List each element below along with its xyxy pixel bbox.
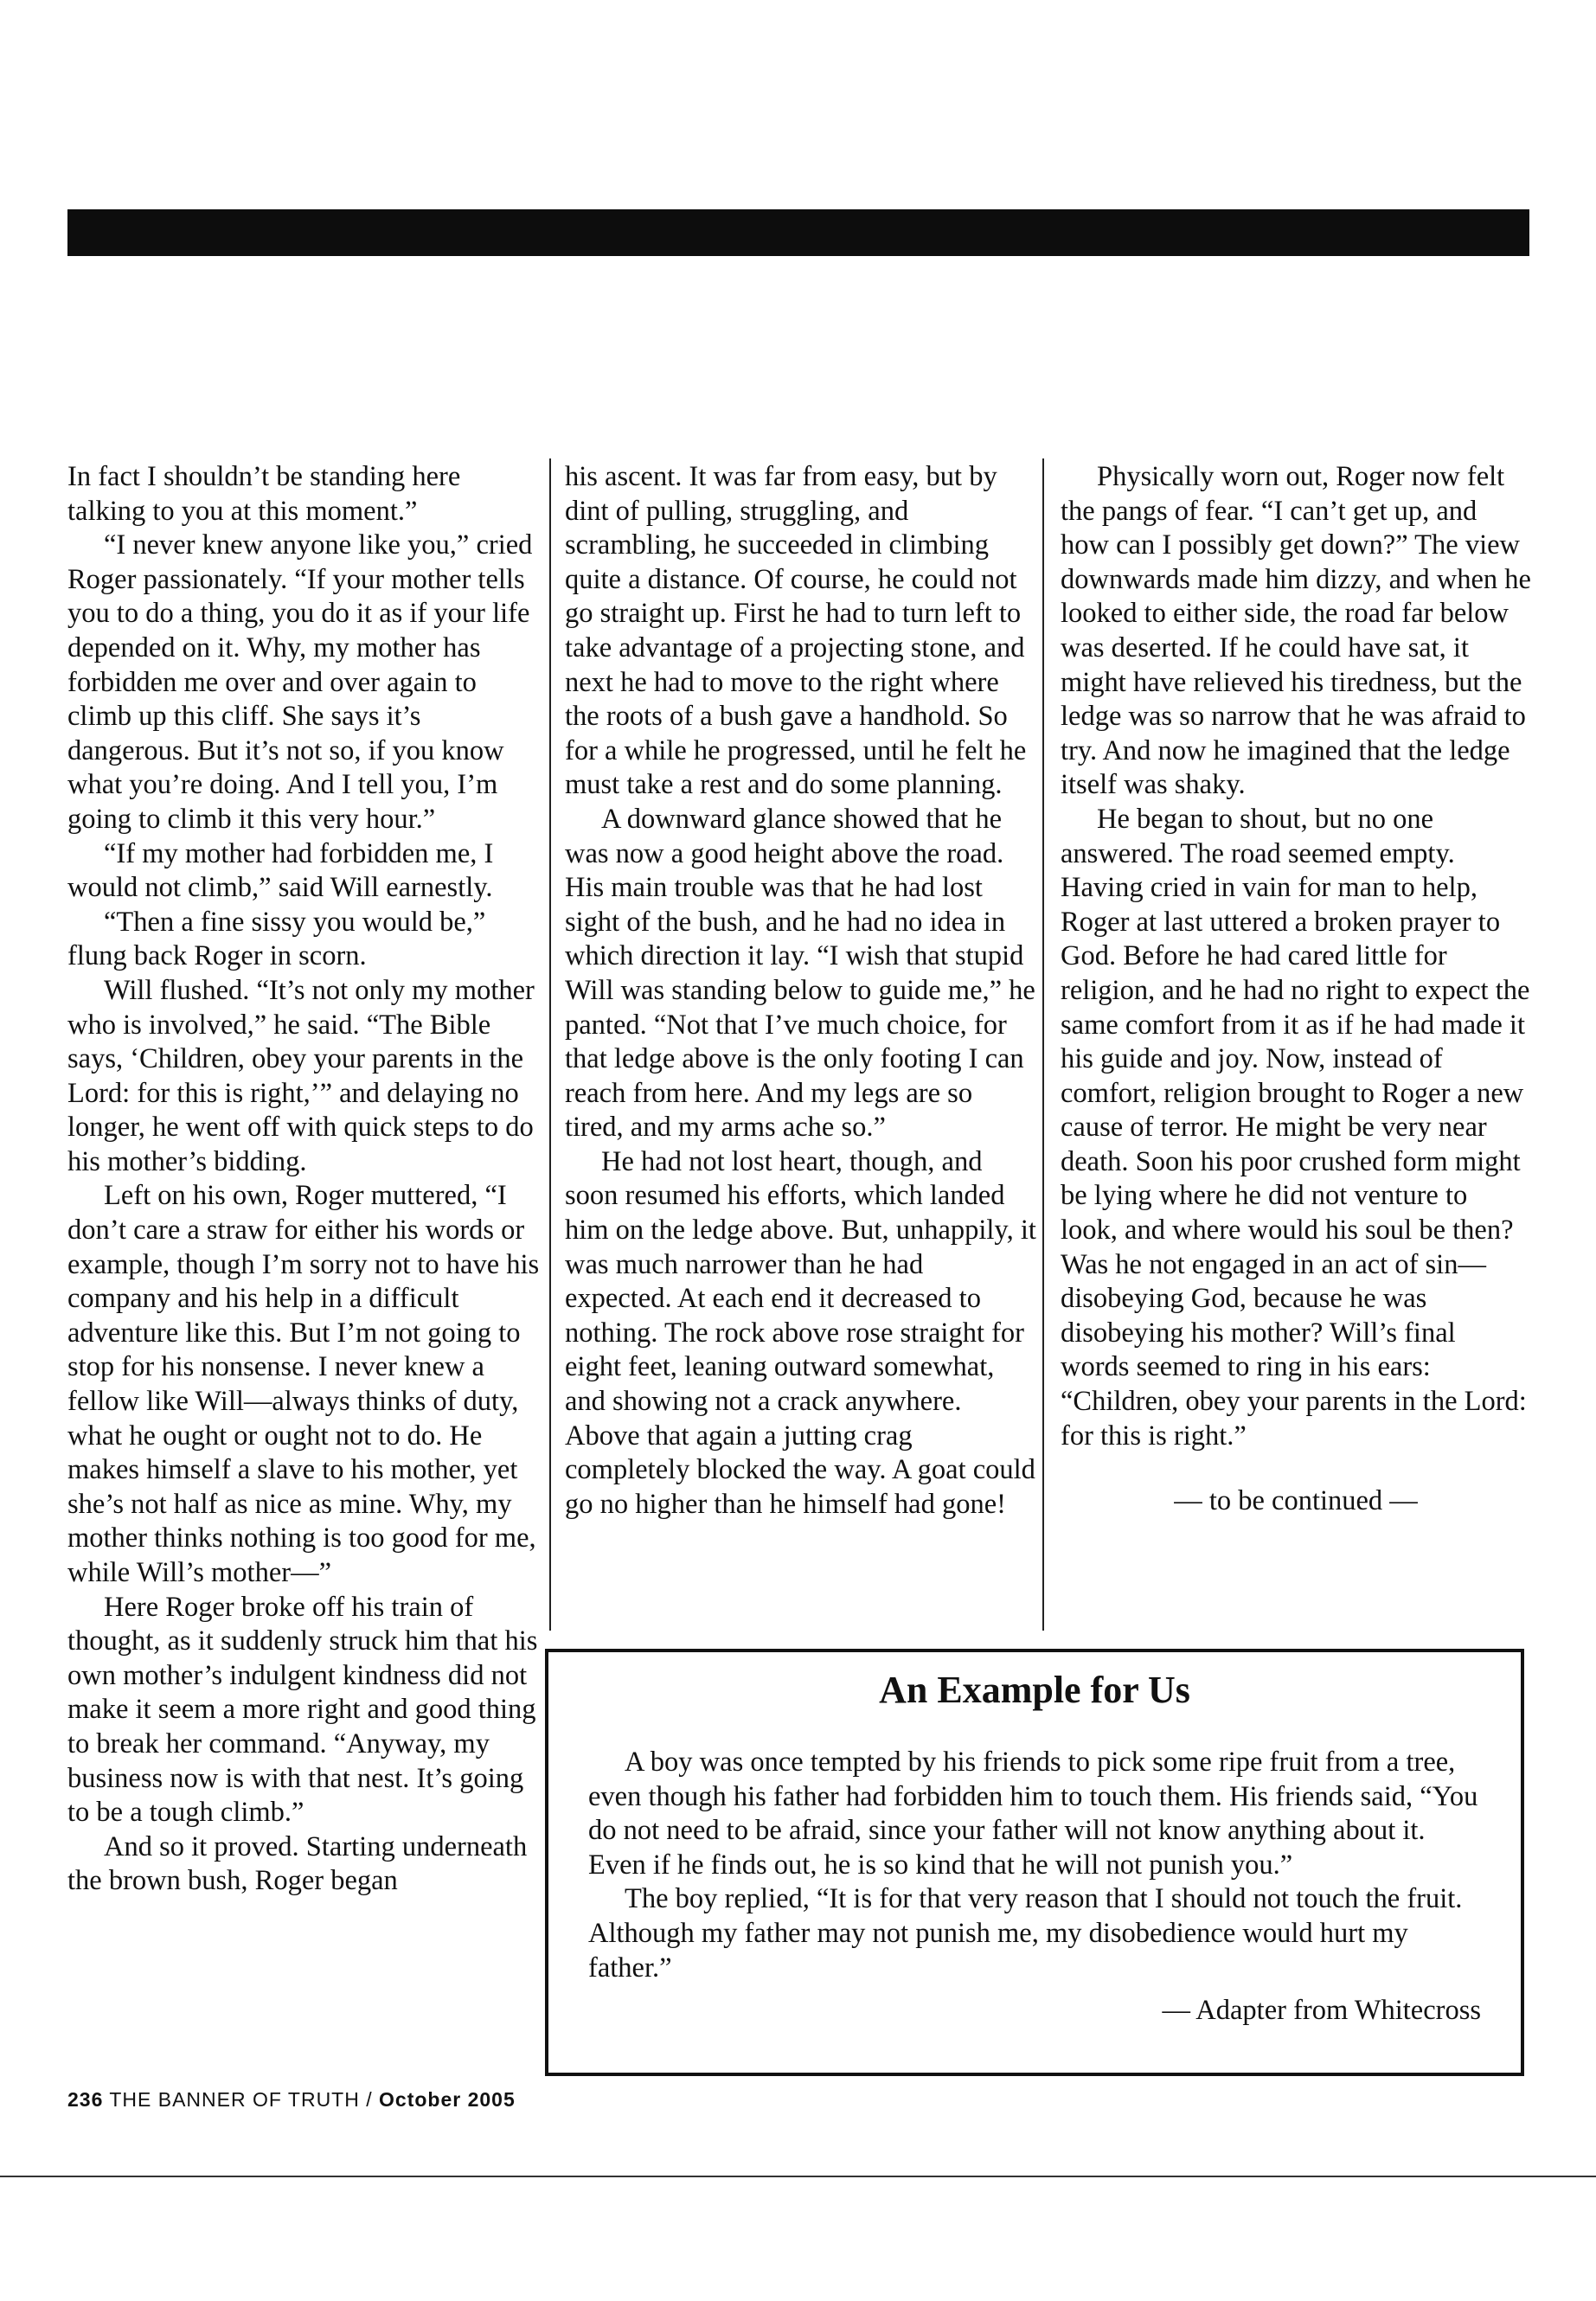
sidebar-attribution: — Adapter from Whitecross bbox=[1162, 1995, 1481, 2027]
article-column-3 bbox=[1061, 460, 1531, 1519]
sidebar-title: An Example for Us bbox=[879, 1669, 1190, 1711]
paragraph: He began to shout, but no one answered. The road seemed empty. Having cried in vain for man to help, Roger at last uttered a broken prayer to God. Before he had cared little for religion, and he had no right to expect the same comfort from it as if he had made it his guide and joy. Now, instead of comfort, religion brought to Roger a new cause of terror. He might be very near death. Soon his poor crushed form might be lying where he did not venture to look, and where would his soul be then? Was he not engaged in an act of sin—disobeying God, because he was disobeying his mother? Will’s final words seemed to ring in his ears: “Children, obey your parents in the Lord: for this is right.” bbox=[1061, 803, 1530, 1452]
article-column-2 bbox=[565, 460, 1036, 1522]
paragraph: In fact I shouldn’t be standing here talking to you at this moment.” bbox=[67, 461, 461, 527]
paragraph: Physically worn out, Roger now felt the pangs of fear. “I can’t get up, and how can I possibly get down?” The view downwards made him dizzy, and when he looked to either side, the road far below was deserted. If he could have sat, it might have relieved his tiredness, but the ledge was so narrow that he was afraid to try. And now he imagined that the ledge itself was shaky. bbox=[1061, 461, 1531, 801]
issue-date: October 2005 bbox=[379, 2088, 516, 2111]
paragraph: He had not lost heart, though, and soon resumed his efforts, which landed him on the ledge above. But, unhappily, it was much narrower than he had expected. At each end it decreased to nothing. The rock above rose straight for eight feet, leaning outward somewhat, and showing not a crack anywhere. Above that again a jutting crag completely blocked the way. A goat could go no higher than he himself had gone! bbox=[565, 1145, 1036, 1520]
sidebar-box bbox=[545, 1649, 1524, 2076]
paragraph: “Then a fine sissy you would be,” flung back Roger in scorn. bbox=[67, 906, 486, 972]
column-divider-left bbox=[549, 458, 551, 1631]
page-number: 236 bbox=[67, 2088, 104, 2111]
paragraph: A downward glance showed that he was now a good height above the road. His main trouble was that he had lost sight of the bush, and he had no idea in which direction it lay. “I wish that stupid Will was standing below to guide me,” he panted. “Not that I’ve much choice, for that ledge above is the only footing I can reach from here. And my legs are so tired, and my arms ache so.” bbox=[565, 803, 1035, 1144]
column-divider-right bbox=[1042, 458, 1044, 1631]
footer-separator: / bbox=[366, 2088, 373, 2111]
paragraph: And so it proved. Starting underneath the brown bush, Roger began bbox=[67, 1830, 528, 1897]
publication-name: THE BANNER OF TRUTH bbox=[109, 2088, 360, 2111]
bottom-rule bbox=[0, 2176, 1596, 2177]
paragraph: Will flushed. “It’s not only my mother who is involved,” he said. “The Bible says, ‘Children, obey your parents in the Lord: for this is right,’” and delaying no longer, he went off with quick steps to do his mother’s bidding. bbox=[67, 974, 535, 1177]
header-black-bar bbox=[67, 209, 1529, 256]
paragraph: Left on his own, Roger muttered, “I don’t care a straw for either his words or example, though I’m sorry not to have his company and his help in a difficult adventure like this. But I’m not going to stop for his nonsense. I never knew a fellow like Will—always thinks of duty, what he ought or ought not to do. He makes himself a slave to his mother, yet she’s not half as nice as mine. Why, my mother thinks nothing is too good for me, while Will’s mother—” bbox=[67, 1180, 540, 1588]
paragraph: Here Roger broke off his train of thought, as it suddenly struck him that his own mother’s indulgent kindness did not make it seem a more right and good thing to break her command. “Anyway, my business now is with that nest. It’s going to be a tough climb.” bbox=[67, 1591, 538, 1829]
to-be-continued: — to be continued — bbox=[1174, 1485, 1418, 1517]
paragraph: his ascent. It was far from easy, but by dint of pulling, struggling, and scrambling, he succeeded in climbing quite a distance. Of course, he could not go straight up. First he had to turn left to take advantage of a projecting stone, and next he had to move to the right where the roots of a bush gave a handhold. So for a while he progressed, until he felt he must take a rest and do some planning. bbox=[565, 461, 1027, 801]
paragraph: “I never knew anyone like you,” cried Roger passionately. “If your mother tells you to do a thing, you do it as if your life depended on it. Why, my mother has forbidden me over and over again to climb up this cliff. She says it’s dangerous. But it’s not so, if you know what you’re doing. And I tell you, I’m going to climb it this very hour.” bbox=[67, 529, 533, 835]
sidebar-paragraph: A boy was once tempted by his friends to pick some ripe fruit from a tree, even though his father had forbidden him to touch them. His friends said, “You do not need to be afraid, since your father will not know anything about it. Even if he finds out, he is so kind that he will not punish you.” bbox=[588, 1747, 1478, 1881]
sidebar-paragraph: The boy replied, “It is for that very reason that I should not touch the fruit. Although my father may not punish me, my disobedience would hurt my father.” bbox=[588, 1883, 1463, 1984]
page-footer bbox=[67, 2088, 552, 2112]
paragraph: “If my mother had forbidden me, I would not climb,” said Will earnestly. bbox=[67, 837, 494, 904]
article-column-1 bbox=[67, 460, 545, 1899]
